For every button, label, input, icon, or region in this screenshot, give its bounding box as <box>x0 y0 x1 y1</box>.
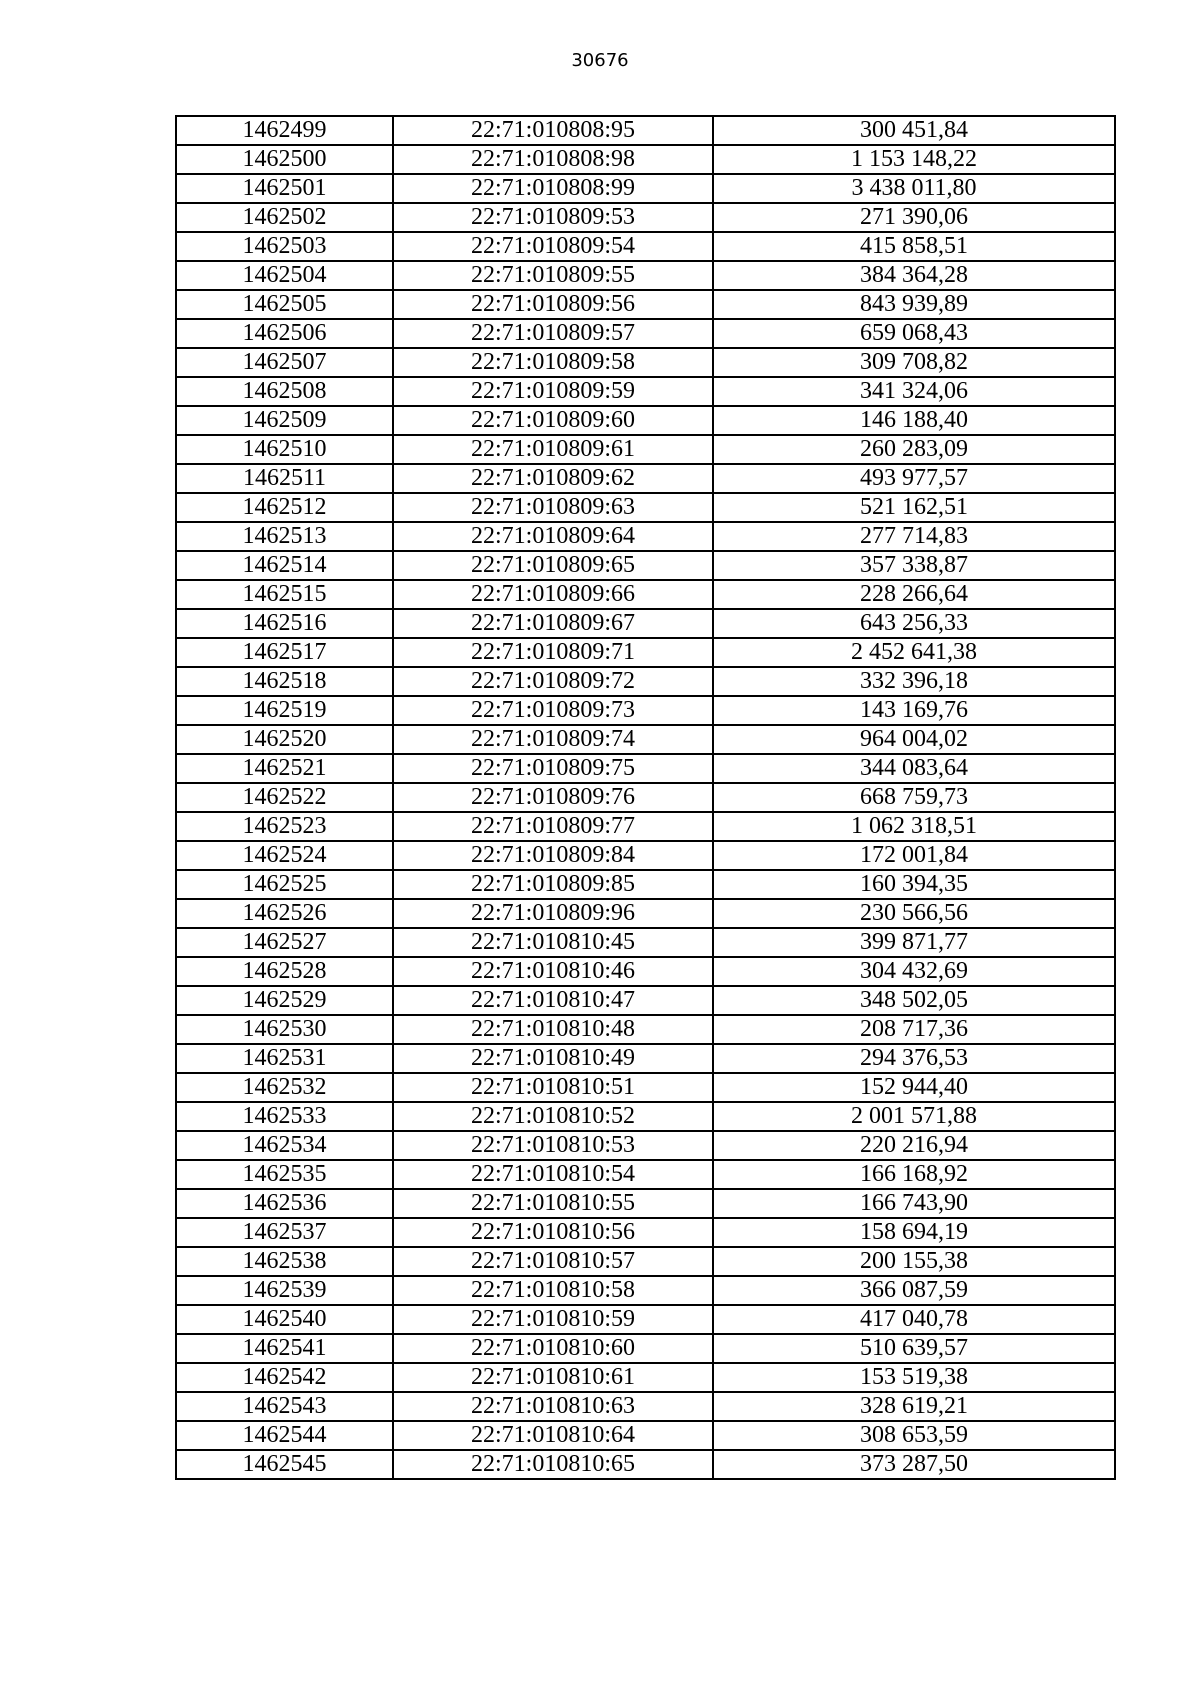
table-row <box>176 435 1115 464</box>
value-cell: 308 653,59 <box>713 1421 1115 1450</box>
cadastral-number-cell: 22:71:010809:60 <box>393 406 713 435</box>
table-row <box>176 1015 1115 1044</box>
value-cell: 348 502,05 <box>713 986 1115 1015</box>
table-row <box>176 1218 1115 1247</box>
cadastral-number-cell: 22:71:010809:77 <box>393 812 713 841</box>
table-body <box>176 116 1115 1479</box>
record-number-cell: 1462501 <box>176 174 393 203</box>
table-row <box>176 1363 1115 1392</box>
value-cell: 366 087,59 <box>713 1276 1115 1305</box>
value-cell: 3 438 011,80 <box>713 174 1115 203</box>
record-number-cell: 1462528 <box>176 957 393 986</box>
record-number-cell: 1462542 <box>176 1363 393 1392</box>
table-row <box>176 667 1115 696</box>
cadastral-number-cell: 22:71:010808:99 <box>393 174 713 203</box>
value-cell: 643 256,33 <box>713 609 1115 638</box>
table-row <box>176 638 1115 667</box>
cadastral-number-cell: 22:71:010810:49 <box>393 1044 713 1073</box>
value-cell: 152 944,40 <box>713 1073 1115 1102</box>
table-row <box>176 145 1115 174</box>
value-cell: 510 639,57 <box>713 1334 1115 1363</box>
cadastral-number-cell: 22:71:010809:54 <box>393 232 713 261</box>
value-cell: 2 001 571,88 <box>713 1102 1115 1131</box>
table-row <box>176 1189 1115 1218</box>
record-number-cell: 1462502 <box>176 203 393 232</box>
value-cell: 172 001,84 <box>713 841 1115 870</box>
table-row <box>176 580 1115 609</box>
record-number-cell: 1462537 <box>176 1218 393 1247</box>
cadastral-number-cell: 22:71:010809:76 <box>393 783 713 812</box>
record-number-cell: 1462503 <box>176 232 393 261</box>
cadastral-number-cell: 22:71:010809:53 <box>393 203 713 232</box>
cadastral-number-cell: 22:71:010809:63 <box>393 493 713 522</box>
cadastral-number-cell: 22:71:010808:98 <box>393 145 713 174</box>
record-number-cell: 1462544 <box>176 1421 393 1450</box>
cadastral-number-cell: 22:71:010809:65 <box>393 551 713 580</box>
value-cell: 166 168,92 <box>713 1160 1115 1189</box>
record-number-cell: 1462511 <box>176 464 393 493</box>
table-row <box>176 899 1115 928</box>
cadastral-number-cell: 22:71:010810:57 <box>393 1247 713 1276</box>
value-cell: 230 566,56 <box>713 899 1115 928</box>
cadastral-number-cell: 22:71:010810:46 <box>393 957 713 986</box>
table-row <box>176 377 1115 406</box>
table-row <box>176 1421 1115 1450</box>
value-cell: 521 162,51 <box>713 493 1115 522</box>
cadastral-number-cell: 22:71:010809:96 <box>393 899 713 928</box>
table-row <box>176 551 1115 580</box>
cadastral-number-cell: 22:71:010809:61 <box>393 435 713 464</box>
cadastral-number-cell: 22:71:010810:45 <box>393 928 713 957</box>
table-row <box>176 870 1115 899</box>
value-cell: 2 452 641,38 <box>713 638 1115 667</box>
table-row <box>176 1450 1115 1479</box>
table-row <box>176 522 1115 551</box>
record-number-cell: 1462534 <box>176 1131 393 1160</box>
record-number-cell: 1462540 <box>176 1305 393 1334</box>
cadastral-number-cell: 22:71:010809:85 <box>393 870 713 899</box>
cadastral-number-cell: 22:71:010810:60 <box>393 1334 713 1363</box>
cadastral-number-cell: 22:71:010810:54 <box>393 1160 713 1189</box>
record-number-cell: 1462532 <box>176 1073 393 1102</box>
table-row <box>176 986 1115 1015</box>
cadastral-number-cell: 22:71:010809:62 <box>393 464 713 493</box>
table-row <box>176 783 1115 812</box>
table-row <box>176 261 1115 290</box>
record-number-cell: 1462520 <box>176 725 393 754</box>
record-number-cell: 1462522 <box>176 783 393 812</box>
cadastral-number-cell: 22:71:010810:51 <box>393 1073 713 1102</box>
value-cell: 294 376,53 <box>713 1044 1115 1073</box>
record-number-cell: 1462516 <box>176 609 393 638</box>
value-cell: 309 708,82 <box>713 348 1115 377</box>
table-row <box>176 493 1115 522</box>
cadastral-number-cell: 22:71:010810:48 <box>393 1015 713 1044</box>
record-number-cell: 1462527 <box>176 928 393 957</box>
cadastral-number-cell: 22:71:010809:66 <box>393 580 713 609</box>
value-cell: 153 519,38 <box>713 1363 1115 1392</box>
cadastral-number-cell: 22:71:010810:52 <box>393 1102 713 1131</box>
value-cell: 200 155,38 <box>713 1247 1115 1276</box>
record-number-cell: 1462508 <box>176 377 393 406</box>
cadastral-number-cell: 22:71:010808:95 <box>393 116 713 145</box>
table-row <box>176 812 1115 841</box>
record-number-cell: 1462529 <box>176 986 393 1015</box>
cadastral-number-cell: 22:71:010809:67 <box>393 609 713 638</box>
cadastral-number-cell: 22:71:010810:47 <box>393 986 713 1015</box>
table-row <box>176 1276 1115 1305</box>
value-cell: 228 266,64 <box>713 580 1115 609</box>
table-row <box>176 116 1115 145</box>
record-number-cell: 1462500 <box>176 145 393 174</box>
value-cell: 277 714,83 <box>713 522 1115 551</box>
table-row <box>176 348 1115 377</box>
table-row <box>176 232 1115 261</box>
data-table <box>175 115 1116 1480</box>
table-row <box>176 464 1115 493</box>
record-number-cell: 1462533 <box>176 1102 393 1131</box>
value-cell: 166 743,90 <box>713 1189 1115 1218</box>
table-row <box>176 609 1115 638</box>
table-row <box>176 1044 1115 1073</box>
record-number-cell: 1462518 <box>176 667 393 696</box>
record-number-cell: 1462543 <box>176 1392 393 1421</box>
table-row <box>176 1247 1115 1276</box>
table-row <box>176 174 1115 203</box>
table-row <box>176 754 1115 783</box>
cadastral-number-cell: 22:71:010809:56 <box>393 290 713 319</box>
record-number-cell: 1462512 <box>176 493 393 522</box>
table-row <box>176 957 1115 986</box>
table-row <box>176 841 1115 870</box>
cadastral-number-cell: 22:71:010809:84 <box>393 841 713 870</box>
value-cell: 208 717,36 <box>713 1015 1115 1044</box>
record-number-cell: 1462507 <box>176 348 393 377</box>
value-cell: 357 338,87 <box>713 551 1115 580</box>
table-row <box>176 1392 1115 1421</box>
record-number-cell: 1462530 <box>176 1015 393 1044</box>
value-cell: 1 062 318,51 <box>713 812 1115 841</box>
value-cell: 843 939,89 <box>713 290 1115 319</box>
cadastral-number-cell: 22:71:010810:64 <box>393 1421 713 1450</box>
cadastral-number-cell: 22:71:010809:58 <box>393 348 713 377</box>
value-cell: 341 324,06 <box>713 377 1115 406</box>
table-row <box>176 1131 1115 1160</box>
cadastral-number-cell: 22:71:010809:75 <box>393 754 713 783</box>
cadastral-number-cell: 22:71:010810:63 <box>393 1392 713 1421</box>
table-row <box>176 406 1115 435</box>
cadastral-number-cell: 22:71:010809:73 <box>393 696 713 725</box>
value-cell: 143 169,76 <box>713 696 1115 725</box>
value-cell: 415 858,51 <box>713 232 1115 261</box>
cadastral-number-cell: 22:71:010810:56 <box>393 1218 713 1247</box>
table-row <box>176 725 1115 754</box>
record-number-cell: 1462538 <box>176 1247 393 1276</box>
value-cell: 328 619,21 <box>713 1392 1115 1421</box>
table-row <box>176 928 1115 957</box>
value-cell: 260 283,09 <box>713 435 1115 464</box>
record-number-cell: 1462531 <box>176 1044 393 1073</box>
record-number-cell: 1462515 <box>176 580 393 609</box>
cadastral-number-cell: 22:71:010810:65 <box>393 1450 713 1479</box>
value-cell: 146 188,40 <box>713 406 1115 435</box>
record-number-cell: 1462499 <box>176 116 393 145</box>
value-cell: 373 287,50 <box>713 1450 1115 1479</box>
value-cell: 384 364,28 <box>713 261 1115 290</box>
record-number-cell: 1462539 <box>176 1276 393 1305</box>
cadastral-number-cell: 22:71:010809:57 <box>393 319 713 348</box>
record-number-cell: 1462523 <box>176 812 393 841</box>
cadastral-number-cell: 22:71:010809:55 <box>393 261 713 290</box>
table-row <box>176 1334 1115 1363</box>
table-row <box>176 1073 1115 1102</box>
value-cell: 1 153 148,22 <box>713 145 1115 174</box>
value-cell: 417 040,78 <box>713 1305 1115 1334</box>
table-row <box>176 696 1115 725</box>
cadastral-number-cell: 22:71:010809:74 <box>393 725 713 754</box>
record-number-cell: 1462504 <box>176 261 393 290</box>
cadastral-number-cell: 22:71:010809:71 <box>393 638 713 667</box>
cadastral-number-cell: 22:71:010810:58 <box>393 1276 713 1305</box>
table-row <box>176 1305 1115 1334</box>
table-row <box>176 319 1115 348</box>
value-cell: 220 216,94 <box>713 1131 1115 1160</box>
cadastral-number-cell: 22:71:010809:64 <box>393 522 713 551</box>
value-cell: 668 759,73 <box>713 783 1115 812</box>
record-number-cell: 1462535 <box>176 1160 393 1189</box>
value-cell: 300 451,84 <box>713 116 1115 145</box>
cadastral-number-cell: 22:71:010809:72 <box>393 667 713 696</box>
record-number-cell: 1462517 <box>176 638 393 667</box>
record-number-cell: 1462505 <box>176 290 393 319</box>
page-number: 30676 <box>571 50 629 71</box>
cadastral-number-cell: 22:71:010810:61 <box>393 1363 713 1392</box>
cadastral-number-cell: 22:71:010810:59 <box>393 1305 713 1334</box>
value-cell: 344 083,64 <box>713 754 1115 783</box>
value-cell: 158 694,19 <box>713 1218 1115 1247</box>
table-row <box>176 203 1115 232</box>
record-number-cell: 1462526 <box>176 899 393 928</box>
value-cell: 160 394,35 <box>713 870 1115 899</box>
record-number-cell: 1462525 <box>176 870 393 899</box>
cadastral-number-cell: 22:71:010810:53 <box>393 1131 713 1160</box>
value-cell: 304 432,69 <box>713 957 1115 986</box>
value-cell: 332 396,18 <box>713 667 1115 696</box>
record-number-cell: 1462510 <box>176 435 393 464</box>
cadastral-number-cell: 22:71:010809:59 <box>393 377 713 406</box>
table-row <box>176 290 1115 319</box>
value-cell: 493 977,57 <box>713 464 1115 493</box>
record-number-cell: 1462509 <box>176 406 393 435</box>
value-cell: 659 068,43 <box>713 319 1115 348</box>
record-number-cell: 1462519 <box>176 696 393 725</box>
value-cell: 399 871,77 <box>713 928 1115 957</box>
cadastral-number-cell: 22:71:010810:55 <box>393 1189 713 1218</box>
value-cell: 271 390,06 <box>713 203 1115 232</box>
value-cell: 964 004,02 <box>713 725 1115 754</box>
record-number-cell: 1462545 <box>176 1450 393 1479</box>
table-row <box>176 1160 1115 1189</box>
record-number-cell: 1462524 <box>176 841 393 870</box>
table-row <box>176 1102 1115 1131</box>
record-number-cell: 1462513 <box>176 522 393 551</box>
record-number-cell: 1462541 <box>176 1334 393 1363</box>
record-number-cell: 1462521 <box>176 754 393 783</box>
record-number-cell: 1462536 <box>176 1189 393 1218</box>
record-number-cell: 1462514 <box>176 551 393 580</box>
record-number-cell: 1462506 <box>176 319 393 348</box>
